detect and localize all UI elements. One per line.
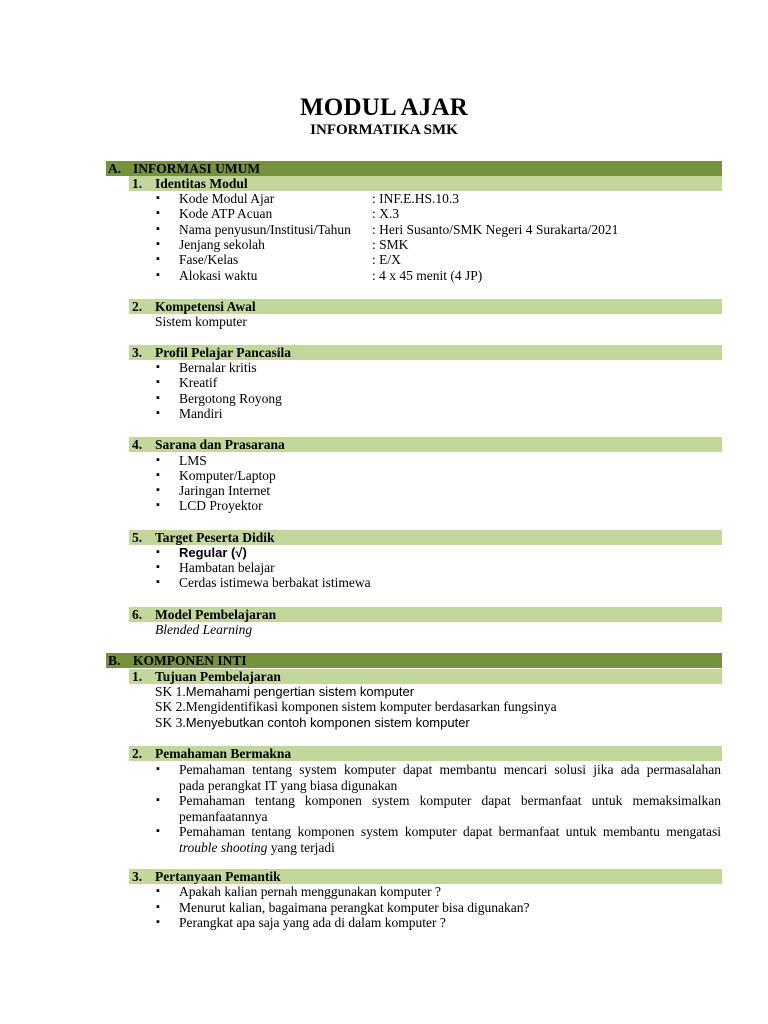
identitas-key: Jenjang sekolah [179,237,265,252]
identitas-label: Identitas Modul [155,176,248,191]
identitas-value: : SMK [372,237,409,252]
page-title: MODUL AJAR [300,94,468,121]
list-item: Menurut kalian, bagaimana perangkat komputer bisa digunakan? [179,900,530,915]
identitas-value: : INF.E.HS.10.3 [372,191,460,206]
list-item: Hambatan belajar [179,560,275,575]
list-item: LCD Proyektor [179,498,263,513]
bullet-icon: ▪ [156,499,160,511]
identitas-value: : E/X [372,252,401,267]
kompetensi-text: Sistem komputer [155,314,247,329]
identitas-key: Alokasi waktu [179,268,258,283]
bullet-icon: ▪ [156,192,160,204]
pemahaman-line: Pemahaman tentang komponen system komputer dapat bermanfaat untuk memaksimalkan [179,793,721,808]
identitas-key: Kode Modul Ajar [179,191,275,206]
italic-term: trouble shooting [179,839,268,855]
tujuan-header [129,669,722,684]
list-item: Kreatif [179,375,218,390]
pemahaman-header [129,746,722,761]
tujuan-text: Memahami pengertian sistem komputer [185,684,415,699]
tujuan-item [155,715,470,730]
bullet-icon: ▪ [156,376,160,388]
list-item: Mandiri [179,406,223,421]
list-item: Komputer/Laptop [179,468,276,483]
pemahaman-item [179,762,721,793]
target-label: Target Peserta Didik [155,530,275,545]
list-item: Cerdas istimewa berbakat istimewa [179,575,371,590]
pemahaman-line: pemanfaatannya [179,808,268,824]
pemahaman-line: Pemahaman tentang system komputer dapat membantu mencari solusi jika ada permasalahan [179,762,721,777]
model-header [129,607,722,622]
tujuan-item [155,684,414,699]
bullet-icon: ▪ [156,901,160,913]
bullet-icon: ▪ [156,407,160,419]
identitas-value: : X.3 [372,206,399,221]
sarana-num: 4. [132,437,143,452]
list-item: Perangkat apa saja yang ada di dalam komputer ? [179,915,446,930]
bullet-icon: ▪ [156,916,160,928]
list-item: Bernalar kritis [179,360,257,375]
tujuan-prefix: SK 3. [155,715,186,730]
list-item: Jaringan Internet [179,483,271,498]
target-num: 5. [132,530,143,545]
profil-label: Profil Pelajar Pancasila [155,345,291,360]
pemahaman-item [179,824,721,855]
bullet-icon: ▪ [156,469,160,481]
identitas-value: : Heri Susanto/SMK Negeri 4 Surakarta/2021 [372,222,619,237]
pemahaman-item [179,793,721,824]
bullet-icon: ▪ [156,825,160,837]
tujuan-text: Menyebutkan contoh komponen sistem komputer [185,715,470,730]
tujuan-item [155,699,557,714]
pemahaman-line [179,840,721,856]
model-text: Blended Learning [155,622,253,637]
list-item: LMS [179,453,207,468]
pemantik-label: Pertanyaan Pemantik [155,869,281,884]
profil-num: 3. [132,345,143,360]
list-item: Regular (√) [179,545,247,560]
section-b-letter: B. [108,653,121,668]
bullet-icon: ▪ [156,223,160,235]
identitas-value: : 4 x 45 menit (4 JP) [372,268,483,283]
kompetensi-header [129,299,722,314]
bullet-icon: ▪ [156,454,160,466]
bullet-icon: ▪ [156,361,160,373]
section-a-header [106,161,722,176]
identitas-num: 1. [132,176,143,191]
bullet-icon: ▪ [156,207,160,219]
tujuan-prefix: SK 2. [155,699,186,714]
bullet-icon: ▪ [156,484,160,496]
bullet-icon: ▪ [156,253,160,265]
pemahaman-line-rest: yang terjadi [267,839,335,855]
bullet-icon: ▪ [156,269,160,281]
section-b-label: KOMPONEN INTI [133,653,247,668]
kompetensi-num: 2. [132,299,143,314]
pemahaman-num: 2. [132,746,143,761]
list-item: Apakah kalian pernah menggunakan komputer ? [179,884,442,899]
tujuan-num: 1. [132,669,143,684]
pemahaman-label: Pemahaman Bermakna [155,746,292,761]
profil-header [129,345,722,360]
bullet-icon: ▪ [156,546,160,558]
model-num: 6. [132,607,143,622]
kompetensi-label: Kompetensi Awal [155,299,256,314]
pemantik-header [129,869,722,884]
sarana-header [129,437,722,452]
pemahaman-line: pada perangkat IT yang biasa digunakan [179,777,398,793]
tujuan-prefix: SK 1. [155,684,186,699]
identitas-header [129,176,722,191]
section-a-letter: A. [108,161,122,176]
list-item: Bergotong Royong [179,391,282,406]
section-a-label: INFORMASI UMUM [133,161,261,176]
bullet-icon: ▪ [156,392,160,404]
pemantik-num: 3. [132,869,143,884]
bullet-icon: ▪ [156,238,160,250]
bullet-icon: ▪ [156,885,160,897]
bullet-icon: ▪ [156,561,160,573]
target-header [129,530,722,545]
bullet-icon: ▪ [156,576,160,588]
bullet-icon: ▪ [156,794,160,806]
tujuan-label: Tujuan Pembelajaran [155,669,281,684]
section-b-header [106,653,722,668]
tujuan-text: Mengidentifikasi komponen sistem komputer berdasarkan fungsinya [185,699,557,714]
model-label: Model Pembelajaran [155,607,277,622]
pemahaman-line: Pemahaman tentang komponen system komputer dapat bermanfaat untuk membantu mengatasi [179,824,721,839]
identitas-key: Fase/Kelas [179,252,239,267]
bullet-icon: ▪ [156,763,160,775]
page-subtitle: INFORMATIKA SMK [310,122,458,138]
identitas-key: Nama penyusun/Institusi/Tahun [179,222,351,237]
identitas-key: Kode ATP Acuan [179,206,273,221]
sarana-label: Sarana dan Prasarana [155,437,285,452]
